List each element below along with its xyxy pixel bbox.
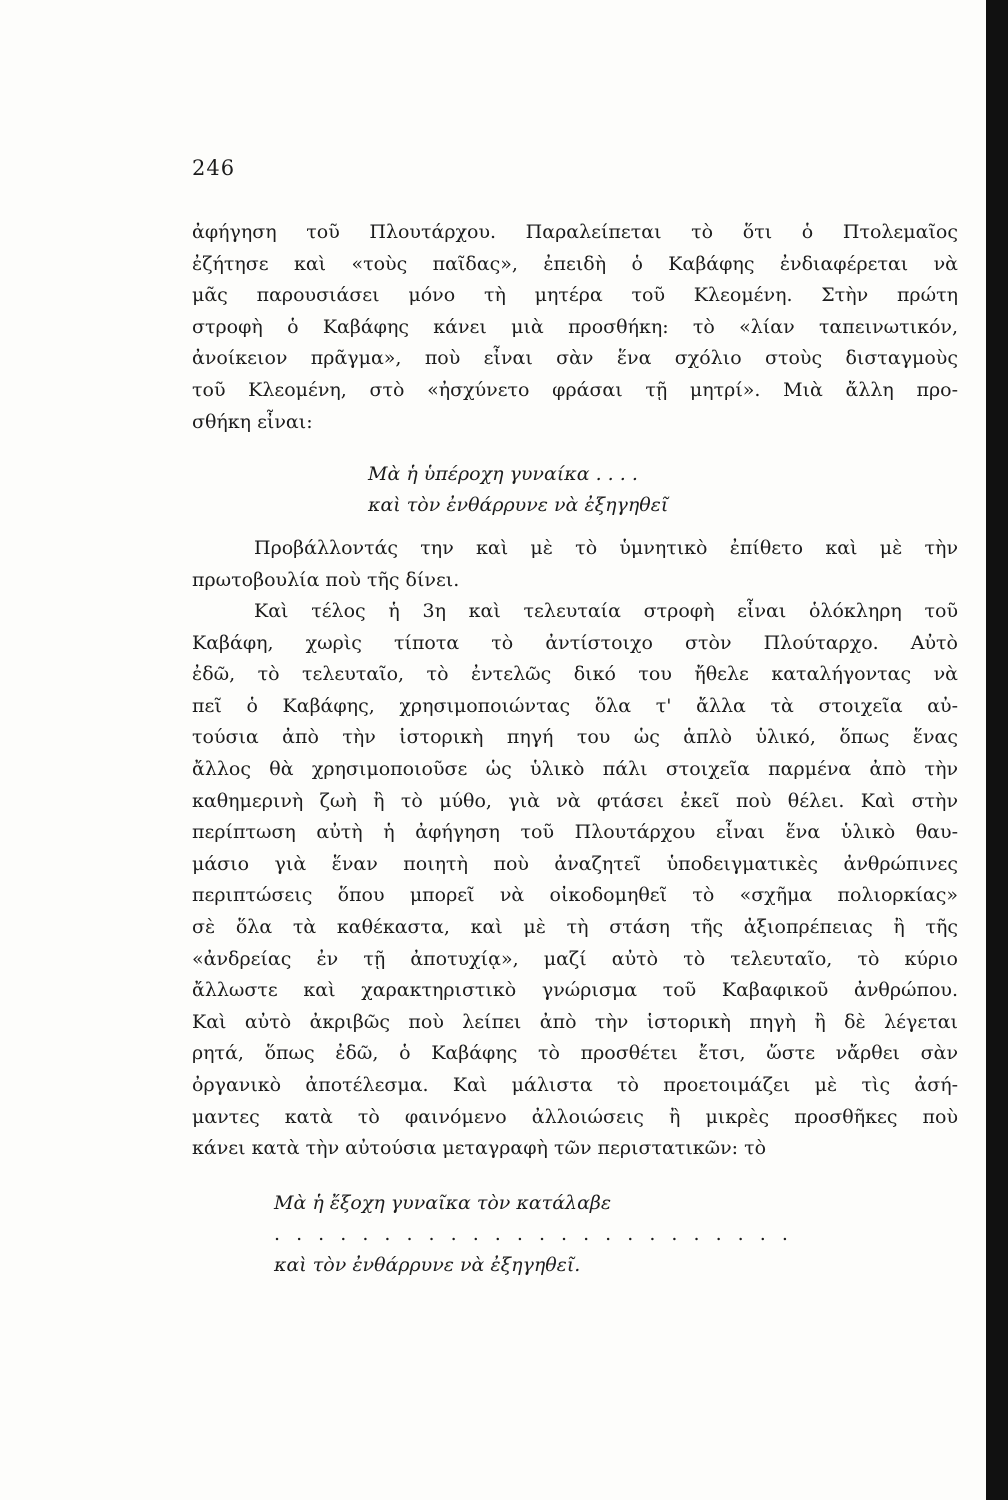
text-line: Καὶ τέλος ἡ 3η καὶ τελευταία στροφὴ εἶναι ὁλόκληρη τοῦ (254, 600, 958, 622)
text-line: σὲ ὅλα τὰ καθέκαστα, καὶ μὲ τὴ στάση τῆς ἀξιοπρέπειας ἢ τῆς (192, 915, 958, 938)
text-line: μᾶς παρουσιάσει μόνο τὴ μητέρα τοῦ Κλεομένη. Στὴν πρώτη (192, 284, 958, 307)
text-line: Προβάλλοντάς την καὶ μὲ τὸ ὑμνητικὸ ἐπίθετο καὶ μὲ τὴν (254, 537, 958, 559)
verse-line: καὶ τὸν ἐνθάρρυνε νὰ ἐξηγηθεῖ (368, 494, 669, 516)
text-line: περίπτωση αὐτὴ ἡ ἀφήγηση τοῦ Πλουτάρχου εἶναι ἕνα ὑλικὸ θαυ- (192, 821, 958, 844)
paragraph-2 (192, 533, 958, 596)
text-line: ἄλλος θὰ χρησιμοποιοῦσε ὡς ὑλικὸ πάλι στοιχεῖα παρμένα ἀπὸ τὴν (192, 757, 958, 780)
text-line: ἄλλωστε καὶ χαρακτηριστικὸ γνώρισμα τοῦ Καβαφικοῦ ἀνθρώπου. (192, 979, 958, 1002)
text-line: περιπτώσεις ὅπου μπορεῖ νὰ οἰκοδομηθεῖ τὸ «σχῆμα πολιορκίας» (192, 884, 958, 907)
text-line: ρητά, ὅπως ἐδῶ, ὁ Καβάφης τὸ προσθέτει ἔτσι, ὥστε νἄρθει σὰν (192, 1042, 958, 1065)
text-line: ὀργανικὸ ἀποτέλεσμα. Καὶ μάλιστα τὸ προετοιμάζει μὲ τὶς ἀσή- (192, 1073, 958, 1096)
text-line: μάσιο γιὰ ἕναν ποιητὴ ποὺ ἀναζητεῖ ὑποδειγματικὲς ἀνθρώπινες (192, 852, 958, 875)
paragraph-1 (192, 217, 958, 438)
text-line: ἀνοίκειον πρᾶγμα», ποὺ εἶναι σὰν ἕνα σχόλιο στοὺς δισταγμοὺς (192, 347, 958, 370)
text-line: ἀφήγηση τοῦ Πλουτάρχου. Παραλείπεται τὸ ὅτι ὁ Πτολεμαῖος (192, 221, 958, 243)
verse-quote-2 (274, 1188, 793, 1281)
verse-quote-1 (368, 459, 668, 521)
text-line: τούσια ἀπὸ τὴν ἱστορικὴ πηγή του ὡς ἁπλὸ ὑλικό, ὅπως ἕνας (192, 726, 958, 749)
text-line: Καὶ αὐτὸ ἀκριβῶς ποὺ λείπει ἀπὸ τὴν ἱστορικὴ πηγὴ ἢ δὲ λέγεται (192, 1010, 958, 1033)
text-line: καθημερινὴ ζωὴ ἢ τὸ μύθο, γιὰ νὰ φτάσει ἐκεῖ ποὺ θέλει. Καὶ στὴν (192, 789, 958, 812)
verse-ellipsis: . . . . . . . . . . . . . . . . . . . . . . . . (274, 1223, 793, 1245)
text-line: πεῖ ὁ Καβάφης, χρησιμοποιώντας ὅλα τ' ἄλλα τὰ στοιχεῖα αὐ- (192, 694, 958, 717)
verse-line: Μὰ ἡ ἔξοχη γυναῖκα τὸν κατάλαβε (274, 1192, 612, 1214)
text-line: «ἀνδρείας ἐν τῇ ἀποτυχίᾳ», μαζί αὐτὸ τὸ τελευταῖο, τὸ κύριο (192, 947, 958, 970)
text-line: κάνει κατὰ τὴν αὐτούσια μεταγραφὴ τῶν περιστατικῶν: τὸ (192, 1137, 767, 1160)
text-line: Καβάφη, χωρὶς τίποτα τὸ ἀντίστοιχο στὸν Πλούταρχο. Αὐτὸ (192, 631, 958, 654)
text-line: ἐζήτησε καὶ «τοὺς παῖδας», ἐπειδὴ ὁ Καβάφης ἐνδιαφέρεται νὰ (192, 252, 958, 275)
book-page (192, 0, 958, 1500)
text-line: τοῦ Κλεομένη, στὸ «ἠσχύνετο φράσαι τῇ μητρί». Μιὰ ἄλλη προ- (192, 378, 958, 401)
text-line: στροφὴ ὁ Καβάφης κάνει μιὰ προσθήκη: τὸ «λίαν ταπεινωτικόν, (192, 315, 958, 338)
text-line: ἐδῶ, τὸ τελευταῖο, τὸ ἐντελῶς δικό του ἤθελε καταλήγοντας νὰ (192, 663, 958, 686)
paragraph-3 (192, 596, 958, 1165)
scan-edge-bar (986, 0, 1008, 1500)
page-number: 246 (192, 156, 236, 180)
verse-line: καὶ τὸν ἐνθάρρυνε νὰ ἐξηγηθεῖ. (274, 1254, 581, 1276)
text-line: πρωτοβουλία ποὺ τῆς δίνει. (192, 568, 460, 591)
text-line: μαντες κατὰ τὸ φαινόμενο ἀλλοιώσεις ἢ μικρὲς προσθῆκες ποὺ (192, 1105, 958, 1128)
text-line: σθήκη εἶναι: (192, 410, 313, 433)
verse-line: Μὰ ἡ ὑπέροχη γυναίκα . . . . (368, 463, 638, 485)
